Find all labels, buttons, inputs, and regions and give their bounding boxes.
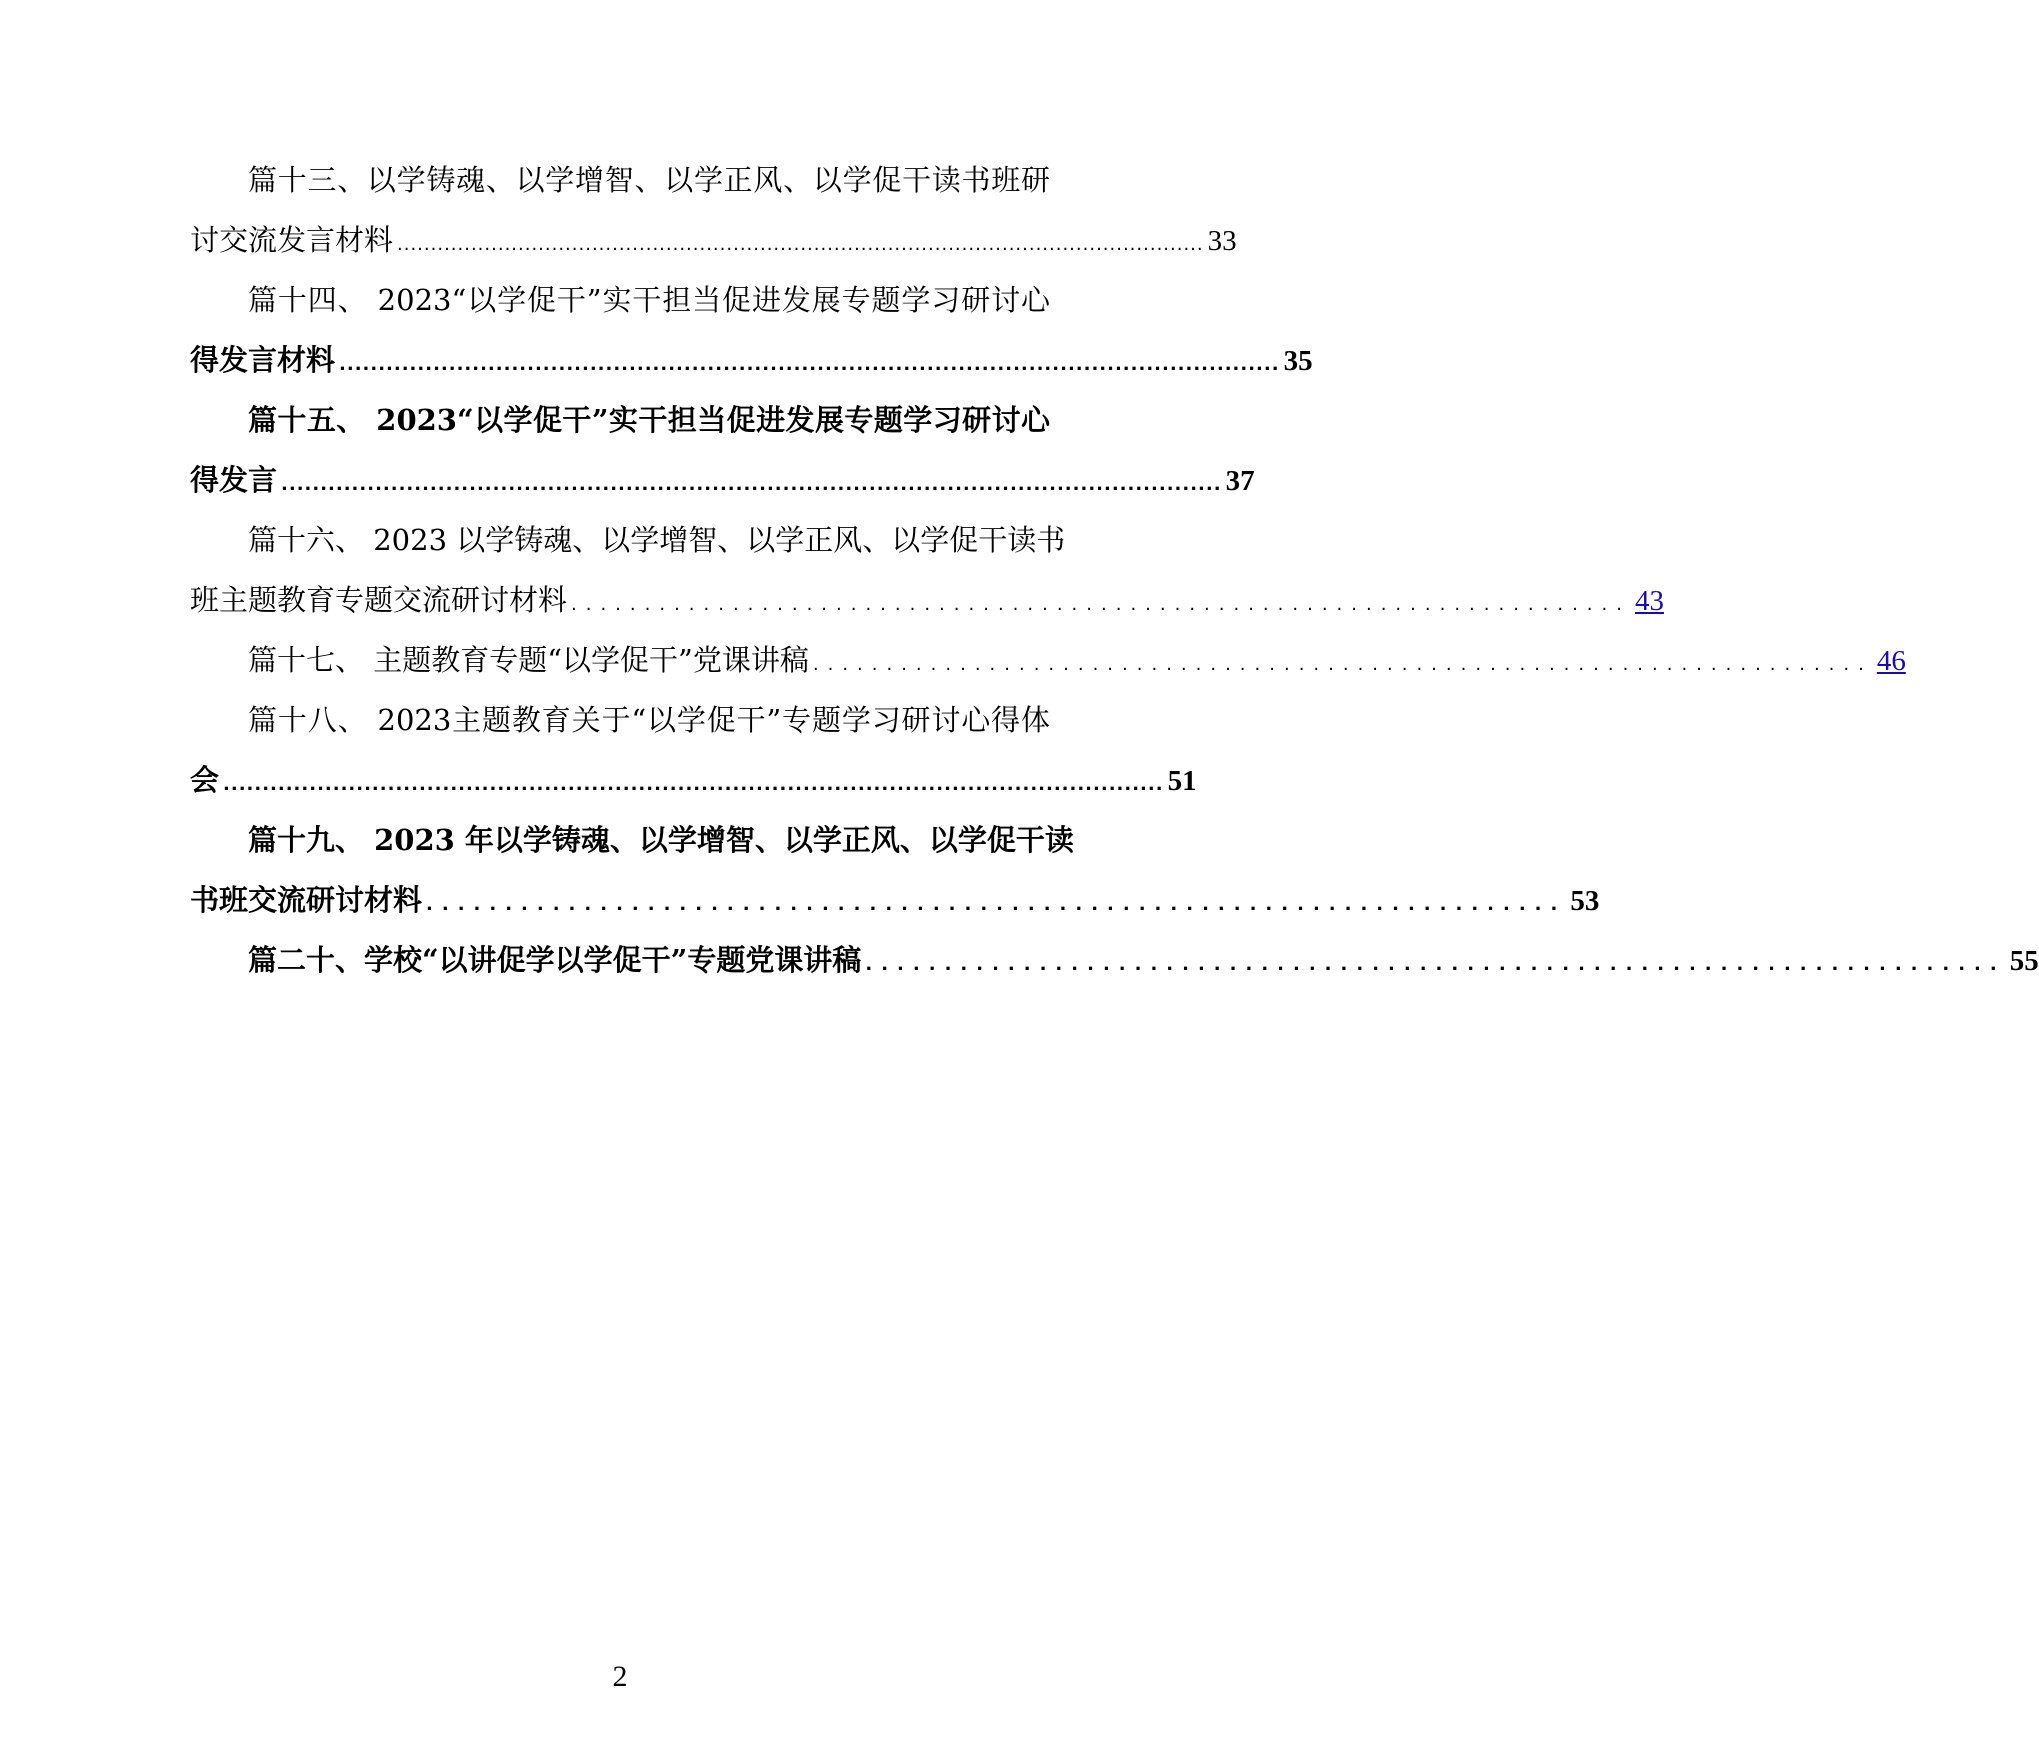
toc-entry-19[interactable] [190,820,1600,920]
toc-entry-title-end: 得发言 [190,463,278,497]
toc-entry-line [190,940,2039,980]
toc-entry-title: 篇十九、 2023 年以学铸魂、以学增智、以学正风、以学促干读 [248,823,1074,857]
dot-leader: ........................................................................ [865,954,2006,975]
dot-leader: ........................................................................ [812,654,1873,675]
toc-entry-line [190,640,1906,680]
toc-entry-17[interactable] [190,640,1906,680]
toc-entry-15[interactable] [190,400,1255,500]
toc-entry-title: 篇十八、 2023主题教育关于“以学促干”专题学习研讨心得体 [248,703,1050,737]
toc-entry-continuation [190,880,1600,920]
dot-leader: ........................................................................ [426,894,1567,915]
toc-page-link[interactable]: 43 [1634,585,1664,617]
toc-entry-title: 篇十四、 2023“以学促干”实干担当促进发展专题学习研讨心 [248,283,1050,317]
page-number: 2 [612,1660,628,1693]
toc-entry-title-end: 书班交流研讨材料 [190,883,423,917]
toc-entry-title: 篇二十、学校“以讲促学以学促干”专题党课讲稿 [248,943,862,977]
dot-leader: ........................................................................................................................ [281,474,1222,495]
toc-entry-13[interactable] [190,160,1237,260]
toc-page-number: 55 [2009,945,2039,977]
toc-entry-continuation [190,760,1197,800]
toc-entry-title: 篇十三、以学铸魂、以学增智、以学正风、以学促干读书班研 [248,163,1050,197]
toc-entry-continuation [190,220,1237,260]
toc-entry-title-end: 讨交流发言材料 [190,223,394,257]
toc-entry-20[interactable] [190,940,2039,980]
toc-entry-title-end: 班主题教育专题交流研讨材料 [190,583,568,617]
toc-page-number: 35 [1283,345,1313,377]
toc-entry-title: 篇十五、 2023“以学促干”实干担当促进发展专题学习研讨心 [248,403,1050,437]
toc-entry-14[interactable] [190,280,1313,380]
toc-entry-title: 篇十七、 主题教育专题“以学促干”党课讲稿 [248,643,809,677]
toc-entry-continuation [190,580,1664,620]
toc-entry-title-end: 得发言材料 [190,343,336,377]
toc-entry-title-end: 会 [190,763,220,797]
toc-page-number: 33 [1207,225,1237,257]
toc-entry-continuation [190,460,1255,500]
dot-leader: ........................................................................ [571,594,1631,615]
toc-page-number: 37 [1225,465,1255,497]
toc-entry-title: 篇十六、 2023 以学铸魂、以学增智、以学正风、以学促干读书 [248,523,1066,557]
toc-entry-continuation [190,340,1313,380]
dot-leader: ........................................................................................................................ [397,234,1204,255]
toc-page-number: 53 [1570,885,1600,917]
toc-page-number: 51 [1167,765,1197,797]
toc-entry-16[interactable] [190,520,1664,620]
table-of-contents [190,160,2039,1000]
dot-leader: ........................................................................................................................ [223,774,1164,795]
dot-leader: ........................................................................................................................ [339,354,1280,375]
toc-page-link[interactable]: 46 [1876,645,1906,677]
toc-entry-18[interactable] [190,700,1197,800]
